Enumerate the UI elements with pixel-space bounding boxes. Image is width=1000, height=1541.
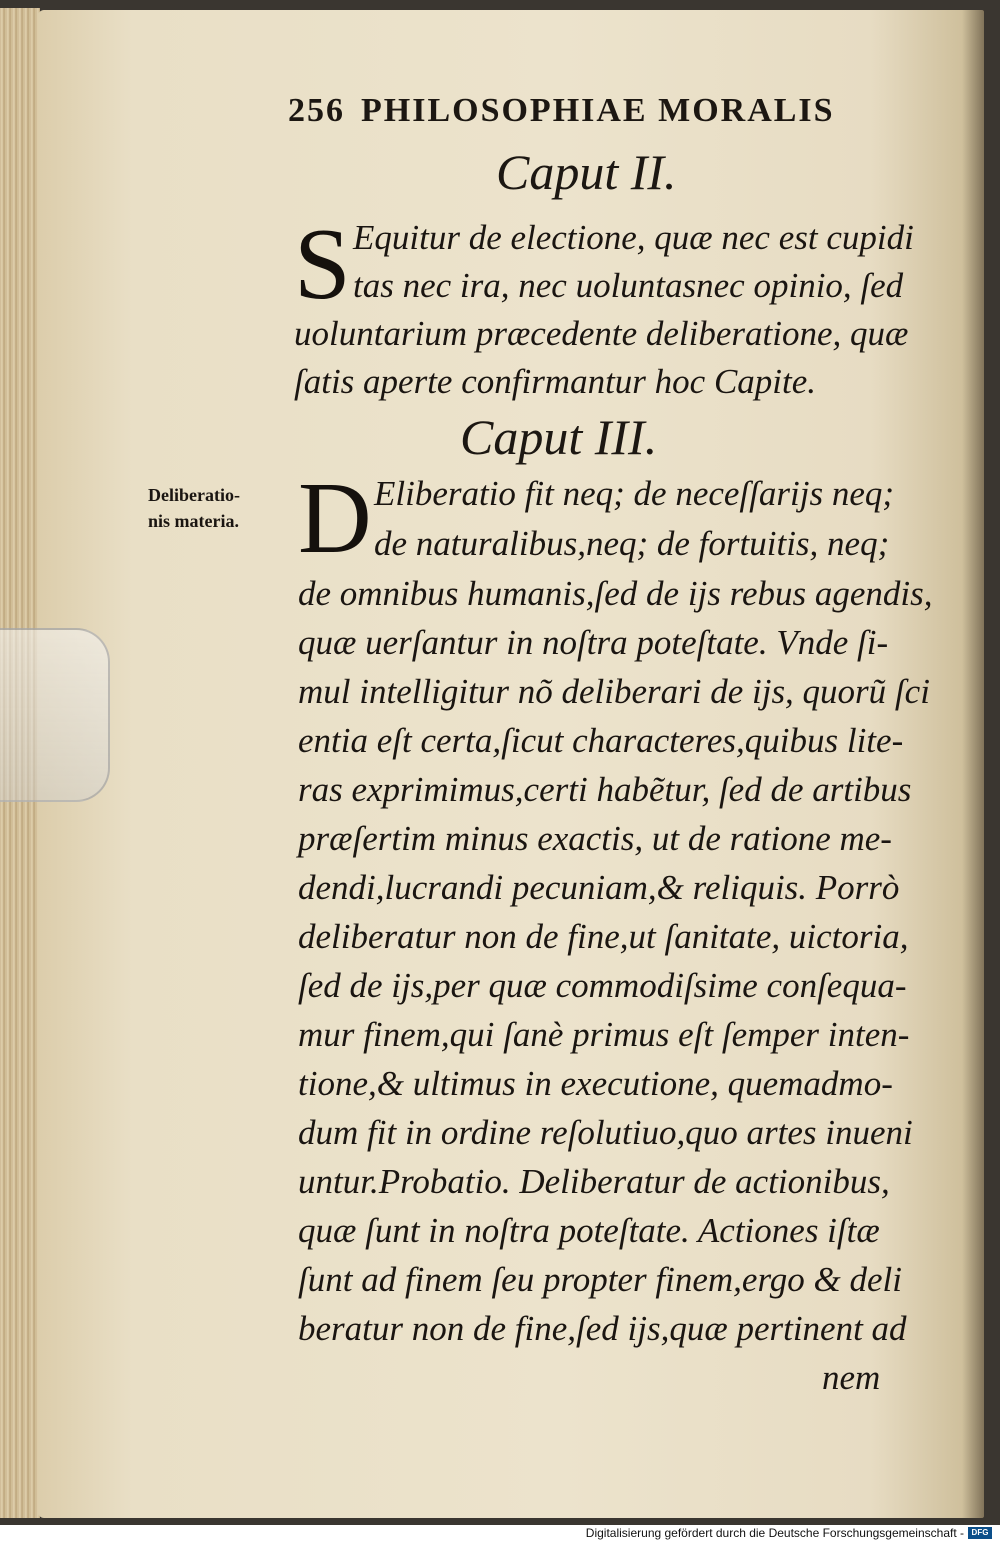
- marginal-note: [148, 482, 298, 534]
- footer-credit: Digitalisierung gefördert durch die Deutsche Forschungsgemeinschaft -: [585, 1526, 964, 1540]
- text-line: quæ uerſantur in noſtra poteſtate. Vnde ſi-: [298, 623, 889, 662]
- text-line: tione,& ultimus in executione, quemadmo-: [298, 1064, 893, 1103]
- text-line: deliberatur non de fine,ut ſanitate, uictoria,: [298, 917, 909, 956]
- text-line: tas nec ira, nec uoluntasnec opinio, ſed: [353, 266, 904, 305]
- marginal-note-line: nis materia.: [148, 511, 239, 531]
- text-line: dendi,lucrandi pecuniam,& reliquis. Porrò: [298, 868, 900, 907]
- text-line: beratur non de fine,ſed ijs,quæ pertinent ad: [298, 1309, 907, 1348]
- text-line: Equitur de electione, quæ nec est cupidi: [353, 218, 914, 257]
- chapter-2-heading: Caput II.: [496, 144, 677, 200]
- plastic-page-clip: [0, 628, 110, 802]
- page-number: 256: [288, 92, 345, 129]
- text-line: dum fit in ordine reſolutiuo,quo artes inueni: [298, 1113, 913, 1152]
- text-line: præſertim minus exactis, ut de ratione me-: [298, 819, 892, 858]
- catchword: nem: [822, 1358, 881, 1397]
- text-line: uoluntarium præcedente deliberatione, quæ: [294, 314, 909, 353]
- text-line: untur.Probatio. Deliberatur de actionibus,: [298, 1162, 890, 1201]
- text-line: de naturalibus,neq; de fortuitis, neq;: [374, 524, 890, 563]
- text-line: entia eſt certa,ſicut characteres,quibus lite-: [298, 721, 904, 760]
- running-title: PHILOSOPHIAE MORALIS: [361, 92, 835, 129]
- text-line: ſatis aperte confirmantur hoc Capite.: [294, 362, 817, 401]
- running-head: [288, 92, 868, 142]
- text-line: mul intelligitur nõ deliberari de ijs, quorũ ſci: [298, 672, 930, 711]
- chapter-3-dropcap: D: [298, 462, 372, 575]
- text-line: quæ ſunt in noſtra poteſtate. Actiones iſtæ: [298, 1211, 880, 1250]
- text-line: ras exprimimus,certi habẽtur, ſed de artibus: [298, 770, 912, 809]
- marginal-note-line: Deliberatio-: [148, 485, 240, 505]
- text-line: ſed de ijs,per quæ commodiſsime conſequa-: [298, 966, 907, 1005]
- dfg-logo: DFG: [968, 1527, 992, 1539]
- chapter-3-heading: Caput III.: [460, 409, 658, 465]
- chapter-2-dropcap: S: [294, 208, 351, 321]
- text-line: de omnibus humanis,ſed de ijs rebus agendis,: [298, 574, 933, 613]
- digitization-footer: [0, 1525, 1000, 1541]
- text-line: Eliberatio fit neq; de neceſſarijs neq;: [374, 474, 895, 513]
- text-line: mur finem,qui ſanè primus eſt ſemper inten-: [298, 1015, 910, 1054]
- text-line: ſunt ad finem ſeu propter finem,ergo & deli: [298, 1260, 902, 1299]
- spine-shadow: [962, 10, 984, 1518]
